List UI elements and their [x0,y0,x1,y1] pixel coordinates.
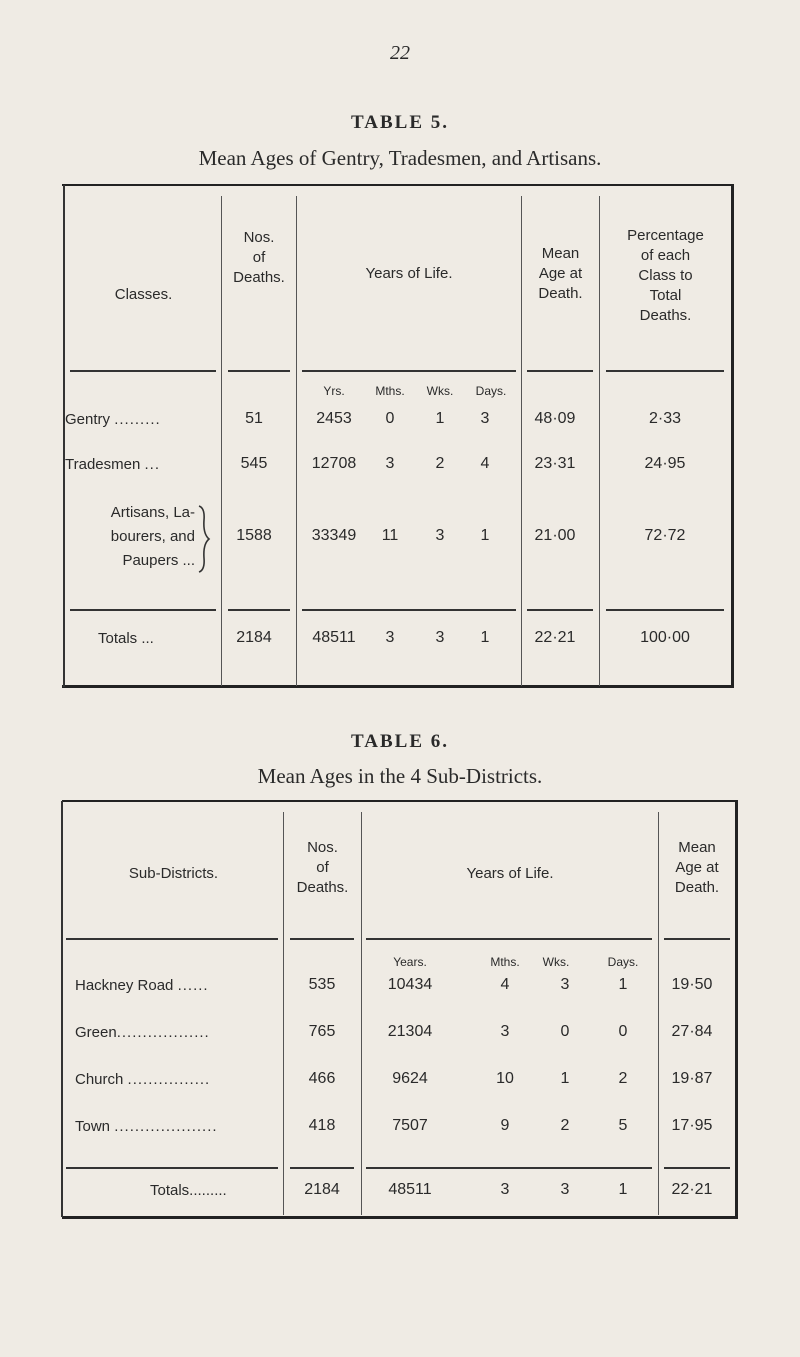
cell-mean-age: 21·00 [534,527,576,544]
cell-months: 10 [496,1070,514,1087]
table6-totals-rule [66,1167,278,1169]
cell-days: 1 [480,527,490,544]
row-label-totals: Totals......... [150,1182,227,1199]
cell-deaths: 765 [308,1023,336,1040]
cell-weeks: 3 [560,976,570,993]
table6-right-border [735,801,738,1217]
cell-years: 33349 [311,527,357,544]
row-label-church: Church ................ [75,1071,211,1088]
cell-deaths: 1588 [236,527,272,544]
cell-days-total: 1 [480,629,490,646]
cell-days-total: 1 [618,1181,628,1198]
cell-weeks-total: 3 [435,629,445,646]
cell-percentage: 24·95 [644,455,686,472]
cell-mean-age: 17·95 [671,1117,713,1134]
table6-header-rule [290,938,354,940]
cell-mean-age: 27·84 [671,1023,713,1040]
table5-totals-rule [70,609,216,611]
subheader-wks: Wks. [426,384,454,398]
header-nos-of-deaths: Nos. of Deaths. [296,839,349,896]
subheader-mths: Mths. [490,955,520,969]
page-number: 22 [390,42,410,64]
cell-weeks: 2 [435,455,445,472]
cell-months: 3 [385,455,395,472]
header-percentage: Percentage of each Class to Total Deaths. [627,227,704,324]
table6-header-rule [66,938,278,940]
table6-bottom-rule [62,1216,738,1219]
cell-months: 11 [381,527,399,544]
row-label-tradesmen: Tradesmen ... [65,456,160,473]
cell-months: 0 [385,410,395,427]
row-label-artisans: Artisans, La- bourers, and Paupers ... [110,504,195,569]
row-label-hackney-road: Hackney Road ...... [75,977,209,994]
cell-years: 10434 [387,976,433,993]
cell-days: 4 [480,455,490,472]
cell-mean-age: 23·31 [534,455,576,472]
row-label-gentry: Gentry ......... [65,411,161,428]
cell-weeks: 0 [560,1023,570,1040]
cell-years: 9624 [392,1070,428,1087]
row-label-town: Town .................... [75,1118,218,1135]
cell-percentage: 72·72 [644,527,686,544]
cell-percentage: 2·33 [648,410,682,427]
cell-days: 0 [618,1023,628,1040]
cell-mean-age: 19·50 [671,976,713,993]
subheader-days: Days. [475,384,507,398]
cell-deaths: 535 [308,976,336,993]
table5-totals-rule [228,609,290,611]
cell-years: 21304 [387,1023,433,1040]
cell-weeks: 1 [560,1070,570,1087]
table5-header-rule [606,370,724,372]
cell-days: 3 [480,410,490,427]
cell-weeks: 2 [560,1117,570,1134]
cell-weeks-total: 3 [560,1181,570,1198]
table5-left-border [63,185,65,687]
table5-header-rule [302,370,516,372]
cell-months: 4 [500,976,510,993]
cell-deaths-total: 2184 [236,629,272,646]
row-label-green: Green.................. [75,1024,210,1041]
cell-deaths: 466 [308,1070,336,1087]
subheader-years: Years. [393,955,427,969]
cell-days: 1 [618,976,628,993]
cell-deaths: 418 [308,1117,336,1134]
cell-weeks: 1 [435,410,445,427]
table6-header-rule [664,938,730,940]
table6-header-rule [366,938,652,940]
cell-years: 7507 [392,1117,428,1134]
header-mean-age: Mean Age at Death. [674,839,720,896]
table6-totals-rule [664,1167,730,1169]
table5-subtitle: Mean Ages of Gentry, Tradesmen, and Artisans. [198,146,602,170]
cell-deaths-total: 2184 [304,1181,340,1198]
table5-totals-rule [606,609,724,611]
table6-title: TABLE 6. [350,731,449,752]
cell-months-total: 3 [385,629,395,646]
header-years-of-life: Years of Life. [466,865,554,882]
cell-months: 3 [500,1023,510,1040]
cell-deaths: 51 [245,410,263,427]
header-years-of-life: Years of Life. [365,265,453,282]
table5-top-rule [62,184,734,186]
table5-header-rule [527,370,593,372]
table6-totals-rule [290,1167,354,1169]
cell-months-total: 3 [500,1181,510,1198]
header-sub-districts: Sub-Districts. [128,865,219,882]
cell-percentage-total: 100·00 [640,629,690,646]
table5-right-border [731,185,734,687]
table5-header-rule [228,370,290,372]
header-classes: Classes. [114,286,173,303]
row-label-totals: Totals ... [98,630,154,647]
cell-years-total: 48511 [312,629,356,646]
cell-days: 2 [618,1070,628,1087]
cell-mean-age: 48·09 [534,410,576,427]
cell-days: 5 [618,1117,628,1134]
cell-weeks: 3 [435,527,445,544]
cell-deaths: 545 [240,455,268,472]
table5-totals-rule [302,609,516,611]
cell-mean-age-total: 22·21 [534,629,576,646]
cell-years: 2453 [316,410,352,427]
table6-totals-rule [366,1167,652,1169]
header-mean-age: Mean Age at Death. [538,245,583,302]
table6-left-border [61,801,63,1217]
table6-top-rule [62,800,738,802]
cell-years: 12708 [311,455,357,472]
table6-subtitle: Mean Ages in the 4 Sub-Districts. [257,764,543,788]
cell-mean-age: 19·87 [671,1070,713,1087]
table5-bottom-rule [62,685,734,688]
cell-mean-age-total: 22·21 [671,1181,713,1198]
subheader-yrs: Yrs. [323,384,345,398]
brace-icon [196,504,212,574]
cell-years-total: 48511 [388,1181,432,1198]
header-nos-of-deaths: Nos. of Deaths. [233,229,285,286]
cell-months: 9 [500,1117,510,1134]
subheader-days: Days. [607,955,639,969]
table5-title: TABLE 5. [350,112,449,133]
table5-totals-rule [527,609,593,611]
table5-header-rule [70,370,216,372]
subheader-mths: Mths. [375,384,405,398]
subheader-wks: Wks. [542,955,570,969]
